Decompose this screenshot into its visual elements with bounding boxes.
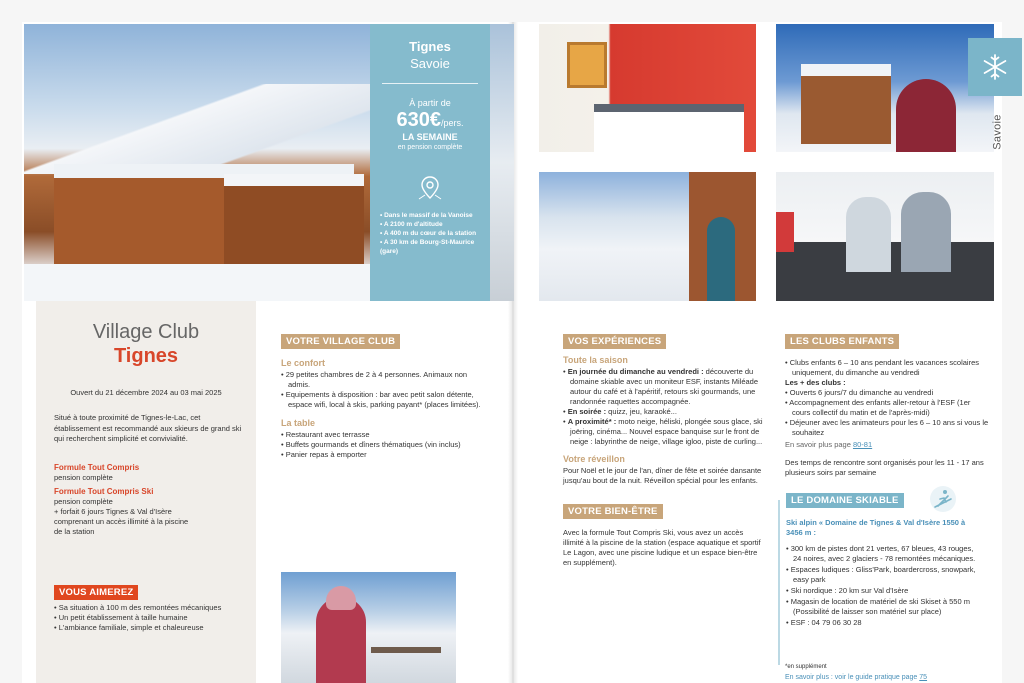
page-link[interactable]: 80-81 [852, 440, 873, 449]
village-name: Tignes [113, 345, 179, 367]
formula-tout-compris-ski: Formule Tout Compris Ski pension complète + forfait 6 jours Tignes & Val d'Isère comprenant un accès illimité à la piscine de la station [54, 486, 189, 536]
list-item: • Ski nordique : 20 km sur Val d'Isère [786, 586, 983, 596]
guide-page-link[interactable]: 75 [919, 674, 928, 681]
snowflake-tab [968, 38, 1022, 96]
reveillon-title: Votre réveillon [563, 454, 625, 464]
destination-info-box [370, 24, 490, 301]
confort-title: Le confort [281, 358, 325, 368]
list-item: • En soirée : quizz, jeu, karaoké... [563, 407, 763, 417]
bedroom-photo [539, 24, 756, 152]
domaine-list [786, 544, 983, 628]
list-item: • ESF : 04 79 06 30 28 [786, 618, 983, 628]
list-item: • Panier repas à emporter [281, 450, 481, 460]
vous-aimerez-heading: VOUS AIMEREZ [54, 582, 138, 600]
section-heading: VOTRE VILLAGE CLUB [281, 334, 400, 349]
region-side-label: Savoie [991, 114, 1004, 150]
location-point: • Dans le massif de la Vanoise [380, 211, 490, 220]
page-title: Village Club [92, 321, 200, 343]
domaine-subtitle: Ski alpin « Domaine de Tignes & Val d'Isère 1550 à 3456 m : [786, 518, 966, 537]
list-item: • Ouverts 6 jours/7 du dimanche au vendredi [785, 388, 990, 398]
section-heading: LES CLUBS ENFANTS [785, 334, 899, 349]
list-item: • En journée du dimanche au vendredi : découverte du domaine skiable avec un moniteur ESF, instants Miléade autour du café et à l'apéritif, retours ski gourmands, une randonnée raquettes accompagnée. [563, 367, 763, 407]
clubs-plus-label: Les + des clubs : [785, 378, 846, 387]
location-point: • A 400 m du cœur de la station [380, 229, 490, 238]
footnote: *en supplément [785, 664, 827, 670]
price-value: 630€/pers. [396, 109, 464, 131]
opening-dates: Ouvert du 21 décembre 2024 au 03 mai 2025 [70, 388, 222, 397]
vous-aimerez-list [54, 603, 249, 633]
experiences-section [563, 331, 763, 568]
list-item: • Equipements à disposition : bar avec petit salon détente, espace wifi, local à skis, parking payant* (places limitées). [281, 390, 481, 410]
list-item: • Un petit établissement à taille humaine [54, 613, 249, 623]
price-board-label: en pension complète [397, 144, 463, 151]
snowflake-icon [981, 53, 1009, 81]
formula-tout-compris: Formule Tout Compris pension complète [54, 462, 140, 482]
section-heading: VOS EXPÉRIENCES [563, 334, 666, 349]
table-title: La table [281, 418, 316, 428]
list-item: • Magasin de location de matériel de ski Skiset à 550 m (Possibilité de laisser son matériel sur place) [786, 597, 983, 617]
location-points [380, 211, 490, 256]
reveillon-text: Pour Noël et le jour de l'an, dîner de fête et soirée dansante jusqu'au bout de la nuit. Réveillon spécial pour les enfants. [563, 466, 762, 485]
guide-link-text: En savoir plus : voir le guide pratique page 75 [785, 674, 928, 681]
bien-etre-text: Avec la formule Tout Compris Ski, vous avez un accès illimité à la piscine de la station (espace aquatique et sportif Le Lagon, avec une piscine ludique et un espace bien-être en supplément). [563, 528, 761, 567]
destination-title: Tignes [409, 39, 451, 54]
list-item: • Sa situation à 100 m des remontées mécaniques [54, 603, 249, 613]
terrace-photo [281, 572, 456, 683]
section-heading: LE DOMAINE SKIABLE [786, 493, 904, 508]
location-point: • A 30 km de Bourg-St-Maurice (gare) [380, 238, 490, 256]
intro-description: Situé à toute proximité de Tignes-le-Lac, cet établissement est recommandé aux skieurs de grand ski qui recherchent simplicité et convivialité. [54, 413, 242, 443]
bien-etre-heading: VOTRE BIEN-ÊTRE [563, 504, 663, 519]
village-club-section [281, 331, 481, 460]
list-item: • Accompagnement des enfants aller-retour à l'ESF (1er cours collectif du matin et de l'après-midi) [785, 398, 990, 418]
experiences-list [563, 367, 763, 447]
list-item: • Déjeuner avec les animateurs pour les 6 – 10 ans si vous le souhaitez [785, 418, 990, 438]
list-item: • Clubs enfants 6 – 10 ans pendant les vacances scolaires uniquement, du dimanche au vendredi [785, 358, 990, 378]
list-item: • A proximité* : moto neige, héliski, plongée sous glace, ski joëring, cinéma... Nouvel espace banquise sur le front de neige : labyrinthe de neige, village igloo, piste de curling... [563, 417, 763, 447]
list-item: • 300 km de pistes dont 21 vertes, 67 bleues, 43 rouges, 24 noires, avec 2 glaciers - 78 remontées mécaniques. [786, 544, 983, 564]
price-week-label: LA SEMAINE [402, 132, 458, 142]
chalet-photo [24, 24, 370, 301]
destination-region: Savoie [410, 56, 450, 71]
list-item: • Restaurant avec terrasse [281, 430, 481, 440]
clubs-savoir-plus: En savoir plus page 80-81 [785, 440, 873, 449]
confort-list [281, 370, 481, 410]
valley-view-photo [539, 172, 756, 301]
list-item: • 29 petites chambres de 2 à 4 personnes. Animaux non admis. [281, 370, 481, 390]
clubs-list [785, 358, 990, 378]
chalet-photo-edge [490, 24, 514, 301]
skier-icon [930, 486, 956, 512]
lounge-photo [776, 172, 994, 301]
list-item: • Espaces ludiques : Gliss'Park, boardercross, snowpark, easy park [786, 565, 983, 585]
price-from-label: À partir de [409, 98, 451, 108]
list-item: • Buffets gourmands et dîners thématiques (vin inclus) [281, 440, 481, 450]
list-item: • L'ambiance familiale, simple et chaleureuse [54, 623, 249, 633]
clubs-plus-list [785, 388, 990, 438]
skiers-photo [776, 24, 994, 152]
location-point: • A 2100 m d'altitude [380, 220, 490, 229]
saison-title: Toute la saison [563, 355, 628, 365]
clubs-enfants-section [785, 331, 990, 478]
rencontre-text: Des temps de rencontre sont organisés pour les 11 - 17 ans plusieurs soirs par semaine [785, 458, 984, 477]
table-list [281, 430, 481, 460]
map-pin-icon [417, 175, 443, 201]
